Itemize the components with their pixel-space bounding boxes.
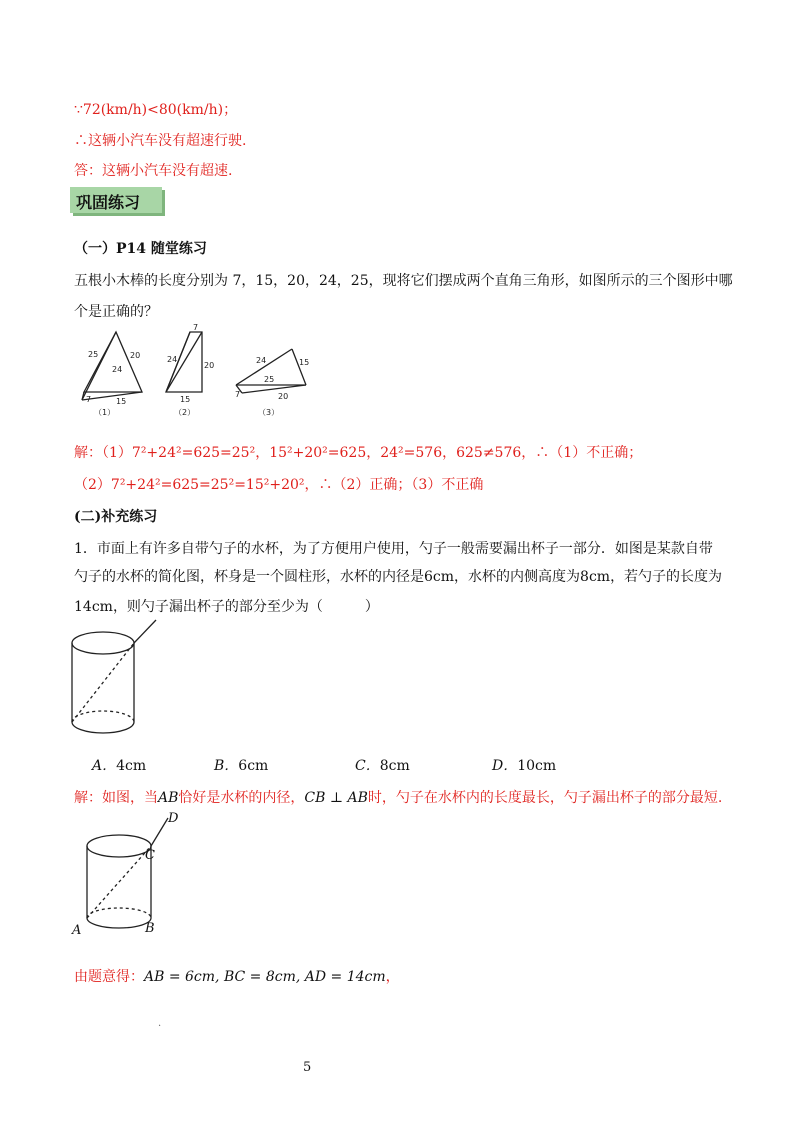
fig3-label-e: 20 xyxy=(278,392,289,401)
part2-solution xyxy=(74,787,722,807)
given-line xyxy=(74,966,400,986)
fig2-caption: （2） xyxy=(174,408,196,417)
part2-question-line2 xyxy=(74,566,722,586)
fig3-label-c: 25 xyxy=(264,375,275,384)
option-c-letter: C． xyxy=(355,758,380,774)
part1-solution-line2: （2）7²+24²=625=25²=15²+20²，∴（2）正确；（3）不正确 xyxy=(74,477,484,493)
option-d[interactable] xyxy=(492,755,556,775)
option-d-letter: D． xyxy=(492,758,518,774)
point-b-label: B xyxy=(145,921,155,936)
point-d-label: D xyxy=(168,811,179,826)
fig3-label-d: 7 xyxy=(235,390,241,399)
q2-text-end: ，则勺子漏出杯子的部分至少为（ ） xyxy=(112,599,379,615)
q2-text-e: ，若勺子的长度为 xyxy=(610,569,723,585)
option-c-value: 8cm xyxy=(379,758,410,774)
option-a-letter: A． xyxy=(92,758,117,774)
section-title: 巩固练习 xyxy=(76,193,141,212)
fig2-label-d: 15 xyxy=(180,395,191,404)
option-a-value: 4cm xyxy=(116,758,147,774)
reasoning-line-2: ∴这辆小汽车没有超速行驶. xyxy=(74,133,247,149)
sol-text-a: 解：如图，当 xyxy=(74,790,158,806)
triangle-figure-2 xyxy=(156,322,226,417)
fig1-label-d: 7 xyxy=(86,395,92,404)
sol-ab: AB xyxy=(158,790,179,806)
fig1-caption: （1） xyxy=(94,408,116,417)
stray-dot: . xyxy=(158,1018,162,1029)
part2-question-line1: 1．市面上有许多自带勺子的水杯，为了方便用户使用，勺子一般需要漏出杯子一部分．如图是某款自带 xyxy=(74,541,713,557)
fig1-label-b: 20 xyxy=(130,351,141,360)
part1-question-line1: 五根小木棒的长度分别为 7，15，20，24，25，现将它们摆成两个直角三角形，如图所示的三个图形中哪 xyxy=(74,273,733,289)
option-c[interactable] xyxy=(355,755,410,775)
q2-text-a: 勺子的水杯的简化图，杯身是一个圆柱形，水杯的内径是 xyxy=(74,569,424,585)
page-number: 5 xyxy=(303,1060,312,1075)
part2-question-line3 xyxy=(74,596,379,616)
cup-figure xyxy=(60,618,170,748)
fig3-label-b: 15 xyxy=(299,358,310,367)
part1-heading: （一）P14 随堂练习 xyxy=(74,241,207,257)
fig3-label-a: 24 xyxy=(256,356,267,365)
option-b-value: 6cm xyxy=(238,758,269,774)
sol-perpendicular: CB ⊥ AB xyxy=(304,790,368,806)
given-values: AB = 6cm, BC = 8cm, AD = 14cm xyxy=(144,969,386,985)
fig1-label-a: 25 xyxy=(88,350,99,359)
given-text: 由题意得： xyxy=(74,969,144,985)
fig1-label-c: 24 xyxy=(112,365,123,374)
q2-inner-diameter: 6cm xyxy=(424,569,455,585)
option-a[interactable] xyxy=(92,755,146,775)
q2-inner-height: 8cm xyxy=(580,569,611,585)
part1-question-line2: 个是正确的？ xyxy=(74,304,158,320)
fig2-label-b: 24 xyxy=(167,355,178,364)
q2-spoon-length: 14cm xyxy=(74,599,113,615)
labeled-cup-figure xyxy=(68,806,198,942)
part2-heading: (二)补充练习 xyxy=(74,509,158,525)
fig3-caption: （3） xyxy=(258,408,280,417)
fig2-label-c: 20 xyxy=(204,361,215,370)
sol-text-e: 时，勺子在水杯内的长度最长，勺子漏出杯子的部分最短. xyxy=(367,790,723,806)
reasoning-line-1: ∵72(km/h)<80(km/h)； xyxy=(74,102,238,118)
triangle-figure-3 xyxy=(230,335,315,417)
fig1-label-e: 15 xyxy=(116,397,127,406)
answer-line: 答：这辆小汽车没有超速. xyxy=(74,163,233,179)
option-d-value: 10cm xyxy=(517,758,557,774)
q2-text-c: ，水杯的内侧高度为 xyxy=(454,569,581,585)
sol-text-c: 恰好是水杯的内径， xyxy=(178,790,305,806)
fig2-label-a: 7 xyxy=(193,323,199,332)
triangle-figure-1 xyxy=(74,322,154,417)
option-b-letter: B． xyxy=(214,758,239,774)
point-a-label: A xyxy=(72,923,82,938)
point-c-label: C xyxy=(145,848,155,863)
option-b[interactable] xyxy=(214,755,268,775)
part1-solution-line1: 解：（1）7²+24²=625=25²，15²+20²=625，24²=576，625≠576，∴（1）不正确； xyxy=(74,445,643,461)
section-banner xyxy=(70,187,162,213)
given-comma: ， xyxy=(385,969,400,985)
